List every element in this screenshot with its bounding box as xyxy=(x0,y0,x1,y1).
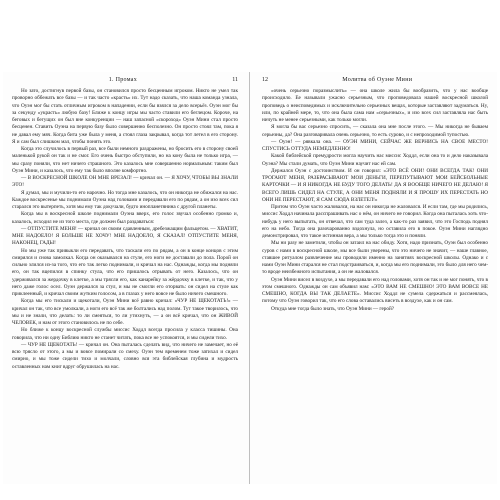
right-page xyxy=(262,76,488,480)
right-running-title: Молитва об Оуэне Мини xyxy=(342,77,413,83)
left-header-spacer xyxy=(12,76,14,88)
left-page xyxy=(12,76,238,480)
left-page-header xyxy=(12,76,238,88)
paragraph: — ЧУР НЕ ЩЕКОТАТЬ! — кричал он. Она пыталась сделать вид, что ничего не замечает, но её всю трясло от этого, а мы и вовсе помирали со смеху. Оуэн тем временем тоже затихал и сидел смирно, и мы тоже сидели тихо и молчали, словно вся эта библейская глубина и мудрость оставленных нам книг вдруг обрушилась на нас. xyxy=(12,341,238,370)
paragraph: Когда это случилось в первый раз, все были немного раздражены, но бросить его в сторону своей маленькой рукой он так и не смог. Его очень быстро обступили, но на кону была не только игра, — мы сразу поняли, что нет ничего страшного. Это казалось мне совершенно нормальным: таким был Оуэн Мини, и казалось, что ему так было вполне комфортно. xyxy=(12,146,238,174)
right-header-spacer xyxy=(486,76,488,88)
paragraph: Притом что Оуэн часто жаловался, на нас он никогда не жаловался. И если там, где мы родились, миссис Ходдл начинала расспрашивать нас о нём, он ничего не говорил. Когда она пыталась хоть что-нибудь у него выпытать, он отвечал, что сам туда залез, а как-то раз заявил, что это Господь поднял его на небо. Тогда она разочарованно вздохнула, но оставила его в покое. Оуэн Мини наглядно демонстрировал, что такое истинная вера, а мы только тогда это и поняли. xyxy=(262,204,488,239)
paragraph: Держался Оуэн с достоинством. И он говорил: «ЭТО ВСЁ ОНИ! ОНИ ВСЕГДА ТАК! ОНИ ТРОГАЮТ МЕНЯ, РАЗБРАСЫВАЮТ МОИ ДЕНЬГИ, ПЕРЕПУТЫВАЮТ МОИ БЕЙСБОЛЬНЫЕ КАРТОЧКИ — И Я НИКОГДА НЕ БУДУ ТОГО ДЕЛАТЬ! ДА Я ВООБЩЕ НИЧЕГО НЕ ДЕЛАЮ! Я ВСЕГО ЛИШЬ СИДЕЛ НА СТУЛЕ, А ОНИ МЕНЯ ПОДНЯЛИ И Я ПРОШУ ИХ ПЕРЕСТАТЬ НО ОНИ НЕ ПЕРЕСТАЮТ, Я САМ СЮДА ВЗЛЕТЕЛ!» xyxy=(262,167,488,203)
paragraph: Когда мы в воскресной школе поднимали Оуэна вверх, его голос звучал особенно громко и, казалось, исходил не из того места, где должен был раздаваться: xyxy=(12,211,238,225)
right-page-number: 12 xyxy=(262,77,268,83)
right-page-header xyxy=(262,76,488,88)
paragraph: — Оуэн! — рявкала она. — ОУЭН МИНИ, СЕЙЧАС ЖЕ ВЕРНИСЬ НА СВОЕ МЕСТО! СПУСТИСЬ ОТТУДА НЕМЕДЛЕННО! xyxy=(262,138,488,152)
paragraph: Когда мы его тискали и щекотали, Оуэн Мини всё равно кричал: «ЧУР НЕ ЩЕКОТАТЬ!» — кричал он так, что все умолкали, а ноги его всё так же болтались над полом. Тут такое творилось, что мы и не знали, что делать: то ли смеяться, то ли утихнуть, — а он всё кричал, что он ЖИВОЙ ЧЕЛОВЕК, и нам от этого становилось не по себе. xyxy=(12,298,238,326)
left-running-title: 1. Промах xyxy=(108,77,138,83)
right-page-body xyxy=(262,88,488,313)
paragraph: Мы ни разу не заметили, чтобы он затаил на нас обиду. Хотя, надо признать, Оуэн был особенно суров с нами в воскресной школе, мы все были уверены, что это ничего не значит, — наше главное, ставшее ритуалом развлечение мы проводили именно на занятиях воскресной школы. Однако и с нами Оуэн Мини старался не стал подстраиваться, и, когда мы его поднимали, это было для него чем-то вроде неизбежного испытания, а он не жаловался. xyxy=(262,240,488,276)
paragraph: Я думал, мы и мучили-то его нарочно. Но тогда мне казалось, что он никогда не обижался на нас. Каждое воскресенье мы поднимали Оуэна над головами и передавали его по рядам, а он изо всех сил старался это вытерпеть, хотя мы ему так докучали, будто инопланетянина с другой планеты. xyxy=(12,189,238,210)
paragraph: — ОТПУСТИТЕ МЕНЯ! — кричал он своим сдавленным, дребезжащим фальцетом. — ХВАТИТ, МНЕ НАДОЕЛО! Я БОЛЬШЕ НЕ ХОЧУ! МНЕ НАДОЕЛО, Я СКАЗАЛ! ОТПУСТИТЕ МЕНЯ, НАКОНЕЦ, ГАДЫ! xyxy=(12,225,238,247)
paragraph: Оуэн Мини висел в воздухе, а мы передавали его над головами, хотя он так и не мог понять, что в этом смешного. Однажды он сам объявил нам: «ЭТО ВАМ НЕ СМЕШНО! ЭТО ВАМ ВОВСЕ НЕ СМЕШНО, КОГДА ВЫ ТАК ДЕЛАЕТЕ». Миссис Ходдл не сумела сдержаться и рассмеялась, потому что Оуэн говорил так, что его слова оставались висеть в воздухе, как и он сам. xyxy=(262,276,488,305)
book-gutter xyxy=(249,72,250,484)
paragraph: «очень серьезно поразмыслить» — она школе жила бы вообразить, что у нас вообще происходило. Ее называли ужасно серьезным, что проповедовала нашей воскресной школой проповедь о неисповедимых и исключительно серьезных вещах, которые заставляют задуматься. Ну, или, по крайней мере, то, что она была сама нам «серьезных», и изо всех сил заставляла нас быть ничуть не менее серьезными, как только могли. xyxy=(262,88,488,123)
paragraph: Я могла бы вас серьезно спросить, — сказала она мне после этого. — Мы никогда не бываем серьезны, да? Она разговаривала очень серьезно, то есть сурово, и с непроходимой тупостью. xyxy=(262,124,488,138)
paragraph: Но зато, достигнув первой базы, он становился просто бесценным игроком. Никто не умел так проворно оббежать все базы — и так часто «красть» их. Тут надо сказать, что наша команда узнала, что Оуэн мог бы стать отличным игроком в нападении, если бы взялся за дело всерьёз. Оуэн мог бы за секунду «украсть» любую базу! Ближе к концу игры мы часто ставили его беглецом. Короче, на беговых и бегущих он был вне конкуренции — наш запасной «скороход» Оуэн Мини стал просто бесценен. Ставить Оуэна на первую базу было совершенно бесполезно. Он просто стоял там, пока я не давал ему мяч. Когда бита уже была у меня, а стоял глаза закрывал, когда тот летел в его сторону. Я и сам был слишком мал, чтобы понять это. xyxy=(12,88,238,145)
paragraph: Но мы уже так привыкли его передавать, что таскали его по рядам, а он в конце концов с этим смирялся и снова замолкал. Когда он оказывался на стуле, его ноги не доставали до пола. Порой он сильно злился из-за того, что его так легко поднимали, и кричал на нас. Однажды, когда мы подняли его, он так вцепился в спинку стула, что его пришлось отрывать от него. Казалось, что он удерживался за жердочку в клетке, а мы трясли его, как канарейку за жёрдочку в клетке, и так, что у него даже голос осел. Оуэн держался за стул, и мы не смогли его оторвать: он сидел на стуле как приклеенный, и кричал своим жутким голосом, а в глазах у него вовсе не было ничего смешного. xyxy=(12,247,238,297)
left-page-body xyxy=(12,88,238,371)
paragraph: Но ближе к концу воскресной службы миссис Ходдл всегда просила у класса тишины. Она говорила, что ни одну Библию никто не станет читать, пока все не успокоятся, и мы сидели тихо. xyxy=(12,327,238,341)
paragraph: — В ВОСКРЕСНОЙ ШКОЛЕ ОН МНЕ ВРЕЗАЛ! — кричал он. — Я ХОЧУ, ЧТОБЫ ВЫ ЗНАЛИ ЭТО! xyxy=(12,175,238,189)
paragraph: Какой библейской премудрости могла научить нас миссис Ходдл, если она то и дело наказывала Оуэна? Мы стали думать, что Оуэн Мини научит нас ей сам. xyxy=(262,153,488,167)
paragraph: Откуда мне тогда было знать, что Оуэн Мини — герой? xyxy=(271,305,395,312)
left-page-number: 11 xyxy=(232,77,238,83)
